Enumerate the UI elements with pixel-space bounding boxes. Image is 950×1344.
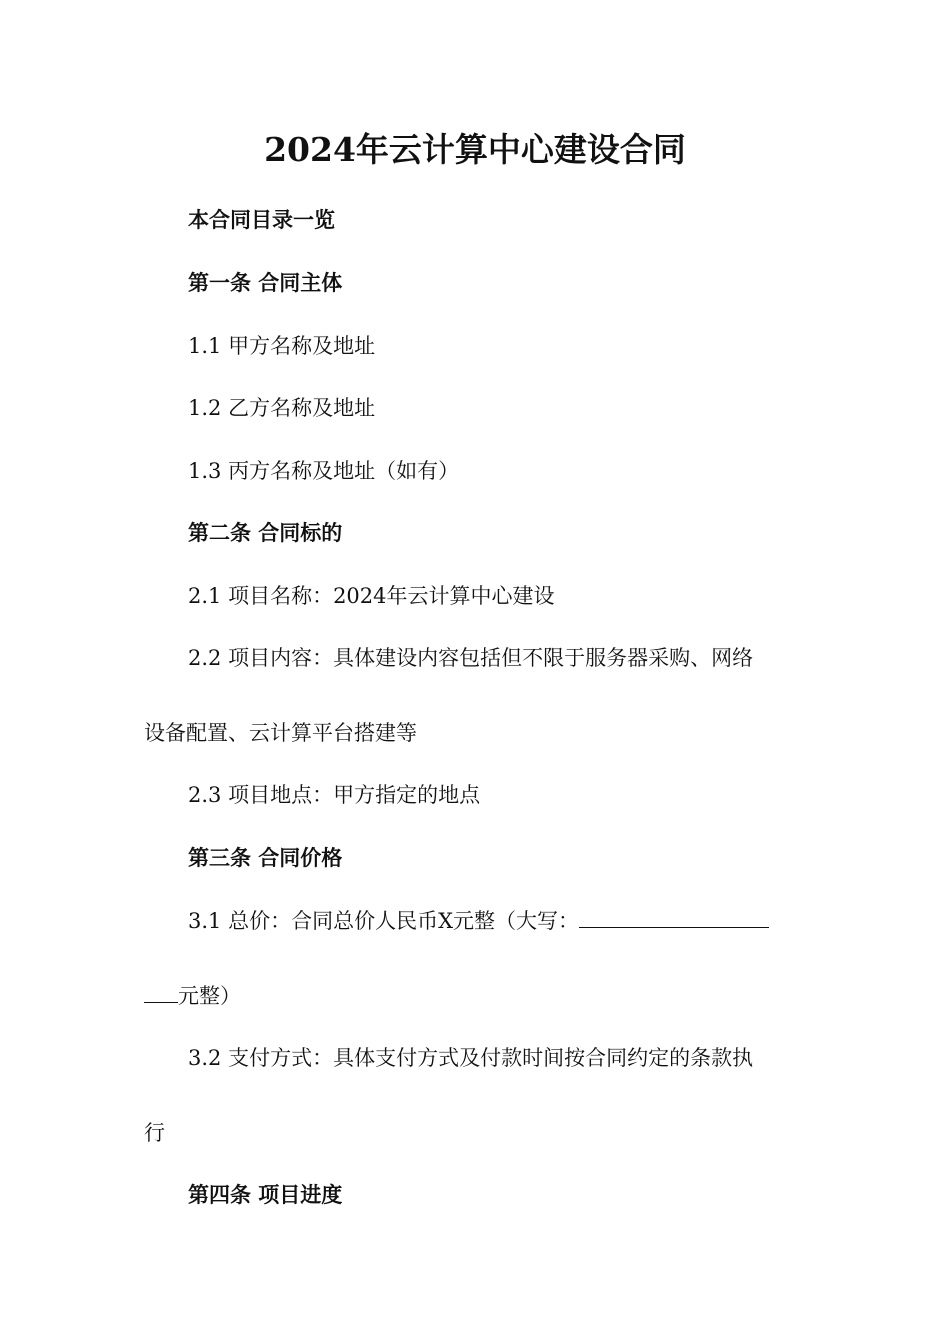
document-title: 2024年云计算中心建设合同: [264, 130, 686, 169]
clause-2-2-line-1: 2.2 项目内容：具体建设内容包括但不限于服务器采购、网络: [188, 646, 754, 670]
toc-heading: 本合同目录一览: [188, 207, 335, 232]
clause-2-1: 2.1 项目名称：2024年云计算中心建设: [188, 584, 555, 608]
article-4-heading: 第四条 项目进度: [188, 1182, 343, 1207]
clause-3-2-line-2: 行: [144, 1121, 165, 1145]
clause-3-1-suffix: 元整）: [178, 984, 241, 1008]
clause-1-2: 1.2 乙方名称及地址: [188, 396, 376, 420]
article-2-heading: 第二条 合同标的: [188, 520, 343, 545]
clause-3-1-line-2: [144, 980, 808, 1011]
clause-3-2-line-1: 3.2 支付方式：具体支付方式及付款时间按合同约定的条款执: [188, 1046, 754, 1070]
clause-3-1-line-1: [188, 905, 808, 936]
amount-blank: [579, 905, 769, 928]
clause-1-1: 1.1 甲方名称及地址: [188, 334, 376, 358]
article-1-heading: 第一条 合同主体: [188, 270, 343, 295]
article-3-heading: 第三条 合同价格: [188, 845, 343, 870]
clause-3-1-text: 3.1 总价：合同总价人民币X元整（大写：: [188, 909, 580, 933]
clause-2-3: 2.3 项目地点：甲方指定的地点: [188, 783, 481, 807]
amount-blank-continued: [144, 980, 178, 1003]
clause-1-3: 1.3 丙方名称及地址（如有）: [188, 459, 460, 483]
clause-2-2-line-2: 设备配置、云计算平台搭建等: [144, 721, 417, 745]
